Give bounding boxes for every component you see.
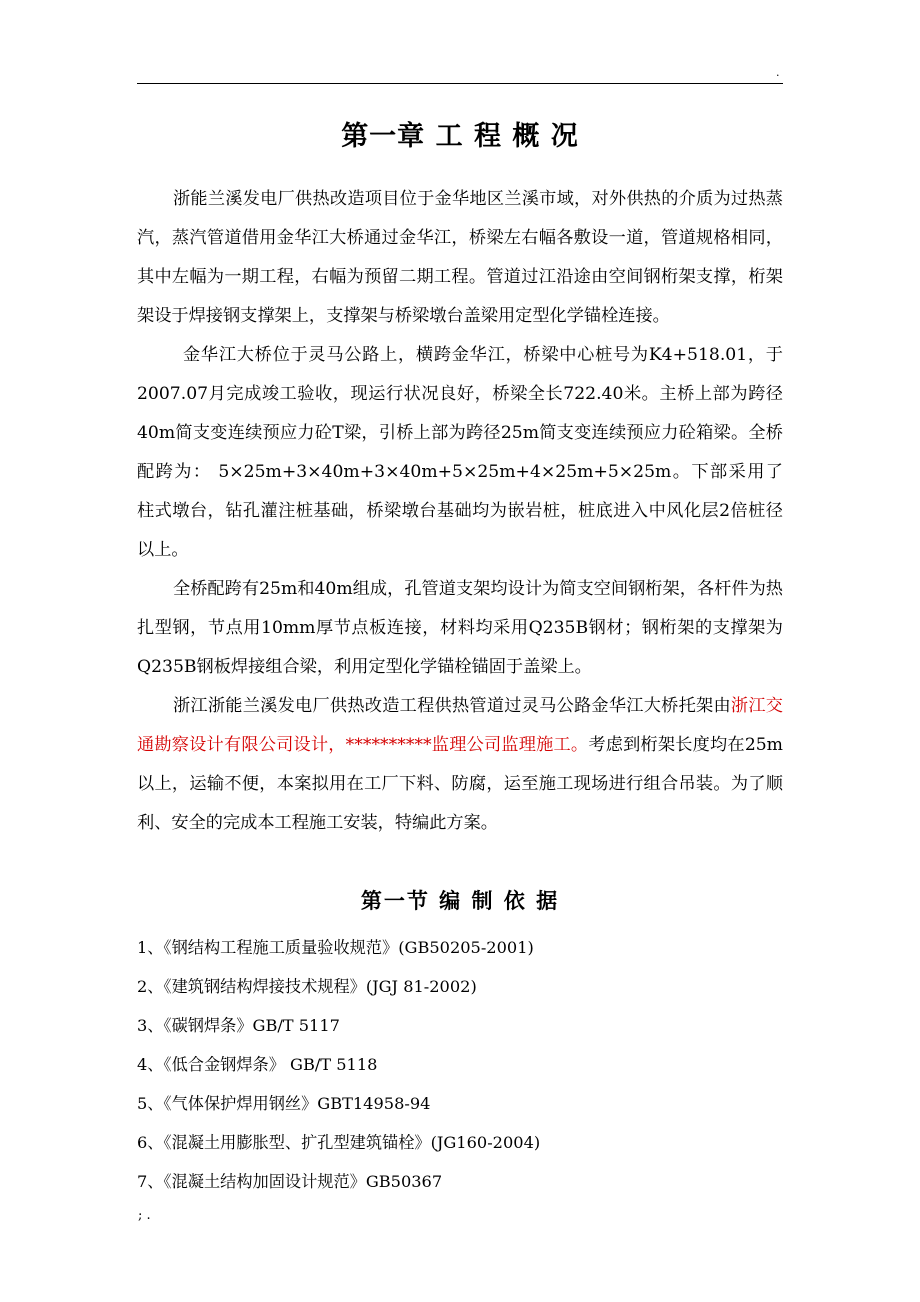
paragraph-4-text-b: 考虑到桁架长度均在25m以上，运输不便，本案拟用在工厂下料、防腐，运至施工现场进行组合吊装。为了顺利、安全的完成本工程施工安装，特编此方案。: [137, 735, 783, 833]
paragraph-4-text-a: 浙江浙能兰溪发电厂供热改造工程供热管道过灵马公路金华江大桥托架由: [173, 696, 731, 716]
reference-item: 2、《建筑钢结构焊接技术规程》(JGJ 81-2002): [137, 977, 477, 996]
paragraph-4: [137, 687, 783, 843]
header-mark: .: [776, 66, 780, 79]
paragraph-4-highlight: 浙江交通勘察设计有限公司设计，**********监理公司监理施工。: [137, 696, 783, 755]
paragraph-1: 浙能兰溪发电厂供热改造项目位于金华地区兰溪市域，对外供热的介质为过热蒸汽，蒸汽管道借用金华江大桥通过金华江，桥梁左右幅各敷设一道，管道规格相同，其中左幅为一期工程，右幅为预留二期工程。管道过江沿途由空间钢桁架支撑，桁架架设于焊接钢支撑架上，支撑架与桥梁墩台盖梁用定型化学锚栓连接。: [137, 189, 783, 326]
paragraph-3: 全桥配跨有25m和40m组成，孔管道支架均设计为简支空间钢桁架，各杆件为热扎型钢，节点用10mm厚节点板连接，材料均采用Q235B钢材；钢桁架的支撑架为Q235B钢板焊接组合梁，利用定型化学锚栓锚固于盖梁上。: [137, 579, 783, 677]
reference-list: [137, 928, 783, 1201]
reference-item: 1、《钢结构工程施工质量验收规范》(GB50205-2001): [137, 938, 534, 957]
chapter-title: 第一章 工 程 概 况: [341, 121, 579, 152]
reference-item: 4、《低合金钢焊条》 GB/T 5118: [137, 1055, 378, 1074]
header-rule: [137, 83, 783, 84]
paragraph-2: 金华江大桥位于灵马公路上，横跨金华江，桥梁中心桩号为K4+518.01，于2007.07月完成竣工验收，现运行状况良好，桥梁全长722.40米。主桥上部为跨径40m简支变连续预应力砼T梁，引桥上部为跨径25m简支变连续预应力砼箱梁。全桥配跨为： 5×25m+3×40m+3×40m+5×25m+4×25m+5×25m。下部采用了柱式墩台，钻孔灌注桩基础，桥梁墩台基础均为嵌岩桩，桩底进入中风化层2倍桩径以上。: [137, 345, 783, 560]
reference-item: 3、《碳钢焊条》GB/T 5117: [137, 1016, 340, 1035]
footer-mark: ; .: [138, 1208, 151, 1223]
reference-item: 7、《混凝土结构加固设计规范》GB50367: [137, 1172, 443, 1191]
chapter-body: [137, 180, 783, 843]
section-title: 第一节 编 制 依 据: [360, 888, 560, 913]
reference-item: 5、《气体保护焊用钢丝》GBT14958-94: [137, 1094, 431, 1113]
reference-item: 6、《混凝土用膨胀型、扩孔型建筑锚栓》(JG160-2004): [137, 1133, 541, 1152]
